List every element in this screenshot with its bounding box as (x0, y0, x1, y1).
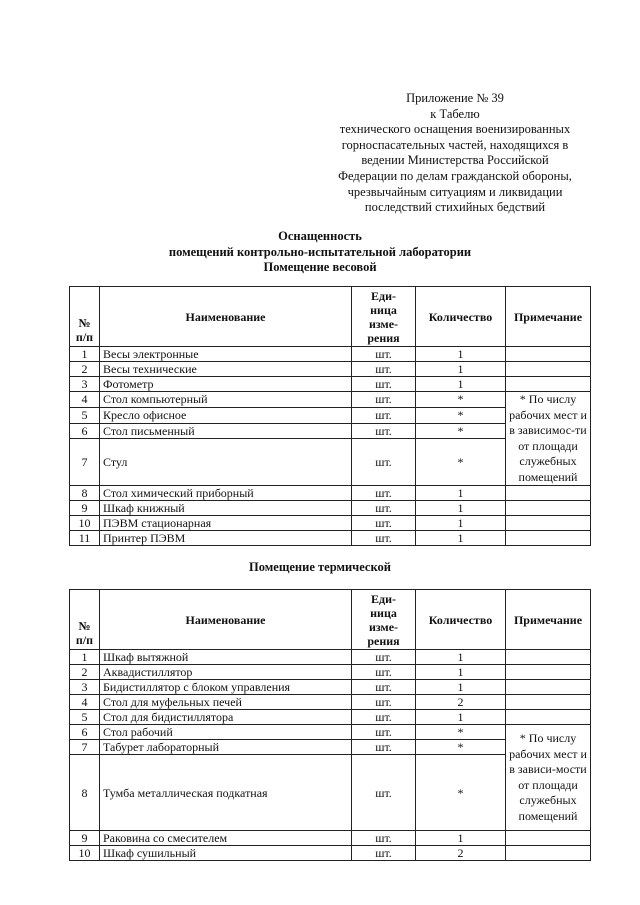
table-row (70, 531, 591, 546)
row-unit: шт. (352, 531, 416, 546)
row-num: 5 (70, 710, 100, 725)
appendix-line: Приложение № 39 (406, 91, 504, 105)
row-num: 1 (70, 347, 100, 362)
row-name: Весы электронные (100, 347, 352, 362)
table-row (70, 501, 591, 516)
header-unit: Еди- ница изме- рения (352, 287, 416, 347)
row-num: 10 (70, 516, 100, 531)
table-row (70, 665, 591, 680)
table-row (70, 362, 591, 377)
row-qty: * (416, 423, 506, 439)
row-unit: шт. (352, 362, 416, 377)
row-qty: 1 (416, 501, 506, 516)
row-unit: шт. (352, 740, 416, 755)
row-note (506, 665, 591, 680)
row-num: 4 (70, 695, 100, 710)
table-row (70, 695, 591, 710)
row-note (506, 486, 591, 501)
row-name: Тумба металлическая подкатная (100, 755, 352, 831)
appendix-line: горноспасательных частей, находящихся в (341, 137, 569, 152)
row-note (506, 680, 591, 695)
appendix-line: технического оснащения военизированных (339, 122, 571, 137)
row-num: 11 (70, 531, 100, 546)
row-name: Шкаф вытяжной (100, 650, 352, 665)
row-note (506, 377, 591, 392)
row-note (506, 501, 591, 516)
row-unit: шт. (352, 407, 416, 423)
row-name: Бидистиллятор с блоком управления (100, 680, 352, 695)
row-unit: шт. (352, 725, 416, 740)
header-note: Примечание (506, 590, 591, 650)
row-qty: 1 (416, 516, 506, 531)
row-note (506, 516, 591, 531)
header-name: Наименование (100, 287, 352, 347)
row-unit: шт. (352, 831, 416, 846)
row-qty: 1 (416, 377, 506, 392)
appendix-line: Федерации по делам гражданской обороны, (338, 168, 572, 183)
table-row (70, 710, 591, 725)
row-name: Стул (100, 439, 352, 486)
row-num: 5 (70, 407, 100, 423)
row-unit: шт. (352, 392, 416, 408)
row-qty: * (416, 755, 506, 831)
row-qty: 2 (416, 846, 506, 861)
row-unit: шт. (352, 680, 416, 695)
section-title-weighing: Помещение весовой (263, 260, 377, 274)
row-unit: шт. (352, 665, 416, 680)
row-note (506, 362, 591, 377)
table-header-row (70, 287, 591, 347)
appendix-line: к Табелю (430, 106, 480, 121)
row-note (506, 831, 591, 846)
row-name: Раковина со смесителем (100, 831, 352, 846)
header-qty: Количество (416, 287, 506, 347)
row-name: Шкаф сушильный (100, 846, 352, 861)
row-unit: шт. (352, 347, 416, 362)
row-note (506, 531, 591, 546)
row-qty: 1 (416, 650, 506, 665)
table-row (70, 831, 591, 846)
row-qty: 1 (416, 831, 506, 846)
row-num: 6 (70, 725, 100, 740)
row-note (506, 650, 591, 665)
row-num: 2 (70, 362, 100, 377)
row-unit: шт. (352, 516, 416, 531)
row-qty: 2 (416, 695, 506, 710)
row-name: Кресло офисное (100, 407, 352, 423)
row-num: 3 (70, 377, 100, 392)
table-row (70, 516, 591, 531)
table-row (70, 486, 591, 501)
row-note (506, 846, 591, 861)
row-qty: 1 (416, 486, 506, 501)
table-row (70, 347, 591, 362)
row-num: 2 (70, 665, 100, 680)
appendix-line: последствий стихийных бедствий (364, 200, 546, 215)
header-unit: Еди- ница изме- рения (352, 590, 416, 650)
row-unit: шт. (352, 486, 416, 501)
row-unit: шт. (352, 377, 416, 392)
row-name: Стол письменный (100, 423, 352, 439)
row-name: Табурет лабораторный (100, 740, 352, 755)
table-row (70, 650, 591, 665)
title-line-2: помещений контрольно-испытательной лаборатории (168, 244, 472, 259)
row-unit: шт. (352, 650, 416, 665)
row-num: 10 (70, 846, 100, 861)
row-name: ПЭВМ стационарная (100, 516, 352, 531)
row-name: Стол химический приборный (100, 486, 352, 501)
row-unit: шт. (352, 501, 416, 516)
row-qty: * (416, 725, 506, 740)
row-unit: шт. (352, 695, 416, 710)
appendix-line: ведении Министерства Российской (361, 153, 549, 168)
row-num: 7 (70, 439, 100, 486)
header-qty: Количество (416, 590, 506, 650)
row-note (506, 710, 591, 725)
row-num: 8 (70, 486, 100, 501)
note-cell: * По числу рабочих мест и в зависимос-ти от площади служебных помещений (506, 392, 591, 486)
row-num: 6 (70, 423, 100, 439)
section-title-thermal: Помещение термической (249, 560, 391, 574)
table-row (70, 377, 591, 392)
equipment-table-weighing (69, 286, 591, 546)
table-header-row (70, 590, 591, 650)
row-name: Стол для муфельных печей (100, 695, 352, 710)
row-name: Аквадистиллятор (100, 665, 352, 680)
table-row (70, 392, 591, 408)
row-num: 3 (70, 680, 100, 695)
row-qty: 1 (416, 665, 506, 680)
row-num: 4 (70, 392, 100, 408)
table-row (70, 680, 591, 695)
note-cell: * По числу рабочих мест и в зависи-мости от площади служебных помещений (506, 725, 591, 831)
row-qty: * (416, 407, 506, 423)
row-num: 9 (70, 831, 100, 846)
row-qty: * (416, 439, 506, 486)
row-name: Стол компьютерный (100, 392, 352, 408)
row-name: Фотометр (100, 377, 352, 392)
row-unit: шт. (352, 439, 416, 486)
row-qty: * (416, 392, 506, 408)
row-name: Принтер ПЭВМ (100, 531, 352, 546)
appendix-line: чрезвычайным ситуациям и ликвидации (347, 184, 563, 199)
table-row (70, 725, 591, 740)
row-name: Весы технические (100, 362, 352, 377)
row-unit: шт. (352, 755, 416, 831)
row-note (506, 695, 591, 710)
row-qty: 1 (416, 531, 506, 546)
table-row (70, 846, 591, 861)
appendix-block (330, 91, 580, 216)
row-num: 7 (70, 740, 100, 755)
row-num: 9 (70, 501, 100, 516)
header-num: № п/п (70, 287, 100, 347)
row-unit: шт. (352, 423, 416, 439)
title-line-1: Оснащенность (278, 229, 362, 243)
row-unit: шт. (352, 846, 416, 861)
header-name: Наименование (100, 590, 352, 650)
header-num: № п/п (70, 590, 100, 650)
document-title (0, 229, 640, 276)
row-unit: шт. (352, 710, 416, 725)
row-qty: 1 (416, 710, 506, 725)
row-qty: 1 (416, 347, 506, 362)
row-name: Стол для бидистиллятора (100, 710, 352, 725)
row-num: 8 (70, 755, 100, 831)
row-note (506, 347, 591, 362)
row-num: 1 (70, 650, 100, 665)
header-note: Примечание (506, 287, 591, 347)
row-qty: 1 (416, 362, 506, 377)
equipment-table-thermal (69, 589, 591, 861)
row-name: Шкаф книжный (100, 501, 352, 516)
row-qty: 1 (416, 680, 506, 695)
row-name: Стол рабочий (100, 725, 352, 740)
row-qty: * (416, 740, 506, 755)
